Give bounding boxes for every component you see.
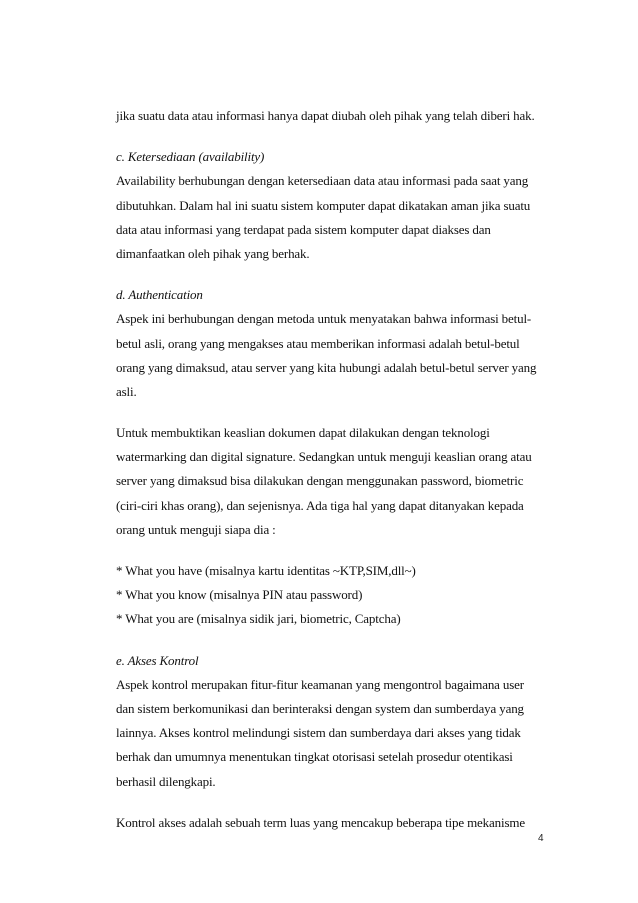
text-line: orang untuk menguji siapa dia :	[116, 521, 276, 537]
bullet-item: * What you know (misalnya PIN atau password)	[116, 587, 363, 603]
section-availability	[116, 145, 556, 266]
text-line: betul asli, orang yang mengakses atau memberikan informasi adalah betul-betul	[116, 335, 520, 351]
bullet-item: * What you are (misalnya sidik jari, biometric, Captcha)	[116, 611, 401, 627]
section-access-control	[116, 649, 556, 794]
paragraph-last	[116, 811, 556, 835]
text-line: dimanfaatkan oleh pihak yang berhak.	[116, 245, 310, 261]
text-line: data atau informasi yang terdapat pada sistem komputer dapat diakses dan	[116, 221, 491, 237]
section-heading: e. Akses Kontrol	[116, 652, 199, 668]
text-line: Aspek kontrol merupakan fitur-fitur keamanan yang mengontrol bagaimana user	[116, 676, 524, 692]
page-body	[116, 104, 556, 835]
section-heading: d. Authentication	[116, 287, 203, 303]
paragraph-continuation	[116, 104, 556, 128]
text-line: Aspek ini berhubungan dengan metoda untuk menyatakan bahwa informasi betul-	[116, 311, 532, 327]
section-authentication	[116, 283, 556, 404]
section-heading: c. Ketersediaan (availability)	[116, 149, 265, 165]
text-line: asli.	[116, 383, 137, 399]
text-line: Untuk membuktikan keaslian dokumen dapat dilakukan dengan teknologi	[116, 425, 490, 441]
bullet-list	[116, 559, 556, 632]
text-line: dan sistem berkomunikasi dan berinteraksi dengan system dan sumberdaya yang	[116, 700, 524, 716]
text-line: Kontrol akses adalah sebuah term luas yang mencakup beberapa tipe mekanisme	[116, 814, 525, 830]
text-line: Availability berhubungan dengan ketersediaan data atau informasi pada saat yang	[116, 173, 529, 189]
text-line: berhasil dilengkapi.	[116, 773, 216, 789]
text-line: berhak dan umumnya menentukan tingkat otorisasi setelah prosedur otentikasi	[116, 749, 513, 765]
text-line: (ciri-ciri khas orang), dan sejenisnya. Ada tiga hal yang dapat ditanyakan kepada	[116, 497, 524, 513]
paragraph-proof	[116, 421, 556, 542]
text-line: dibutuhkan. Dalam hal ini suatu sistem komputer dapat dikatakan aman jika suatu	[116, 197, 531, 213]
text-line: jika suatu data atau informasi hanya dapat diubah oleh pihak yang telah diberi hak.	[116, 108, 535, 123]
text-line: server yang dimaksud bisa dilakukan dengan menggunakan password, biometric	[116, 473, 524, 489]
text-line: orang yang dimaksud, atau server yang kita hubungi adalah betul-betul server yang	[116, 359, 537, 375]
text-line: lainnya. Akses kontrol melindungi sistem dan sumberdaya dari akses yang tidak	[116, 725, 521, 741]
text-line: watermarking dan digital signature. Sedangkan untuk menguji keaslian orang atau	[116, 449, 532, 465]
page-number: 4	[538, 833, 544, 844]
bullet-item: * What you have (misalnya kartu identitas ~KTP,SIM,dll~)	[116, 563, 416, 578]
